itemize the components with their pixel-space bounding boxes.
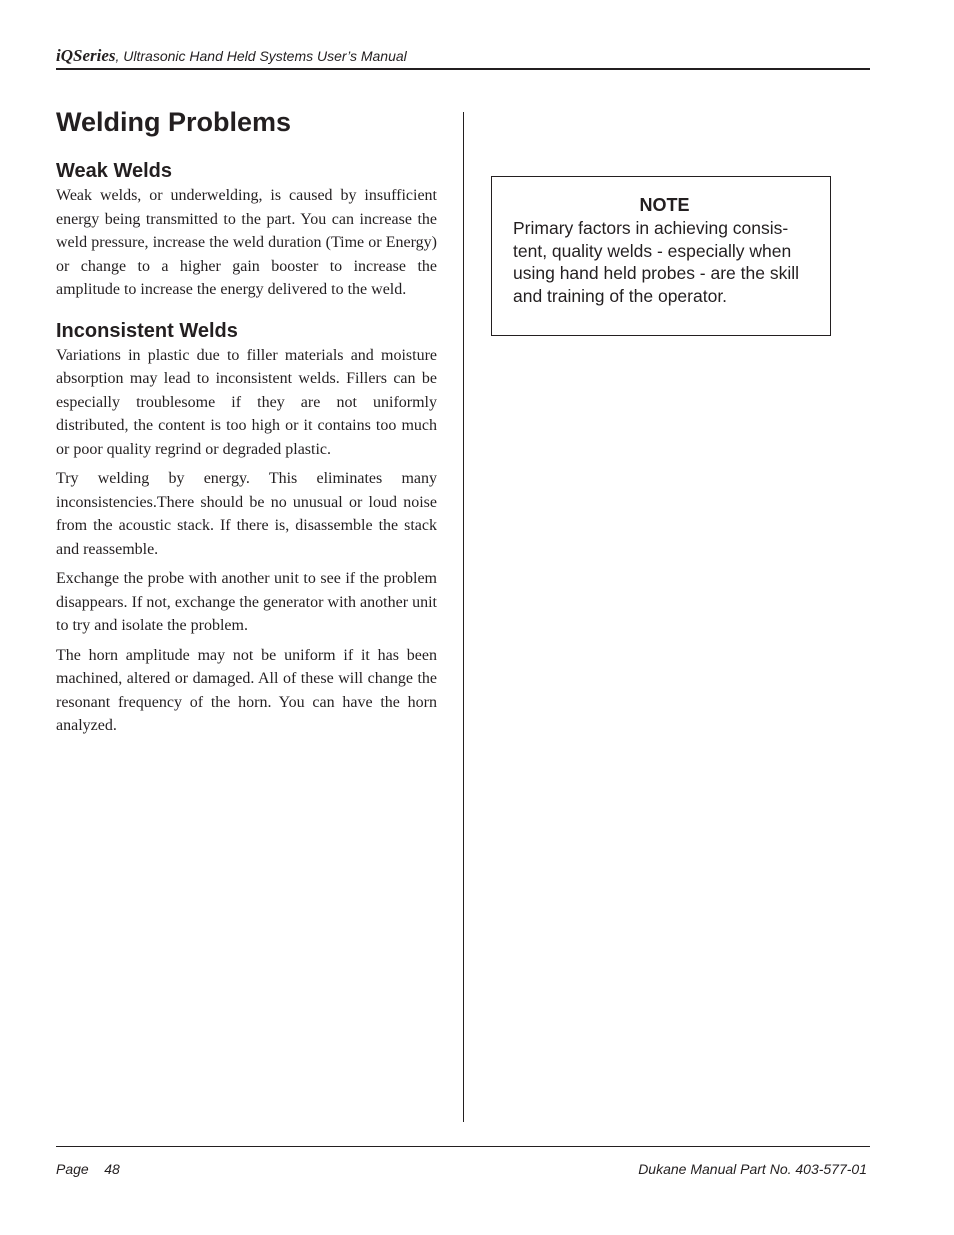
series-name: iQSeries — [56, 46, 116, 65]
paragraph: Weak welds, or underwelding, is caused by insufficient energy being transmitted to the part. You can increase the weld pressure, increase the weld duration (Time or Energy) or change to a higher gain booster to increase the amplitude to increase the energy delivered to the weld. — [56, 187, 437, 298]
note-box — [491, 176, 831, 336]
left-column — [56, 104, 437, 744]
section-heading: Weak Welds — [56, 160, 172, 182]
section-inconsistent-welds — [56, 318, 437, 738]
page-indicator — [56, 1161, 120, 1177]
part-number: Dukane Manual Part No. 403-577-01 — [638, 1161, 867, 1177]
paragraph: Variations in plastic due to filler materials and moisture absorption may lead to inconsistent welds. Fillers can be especially troublesome if they are not uniformly distributed, the content is too high or it contains too much or poor quality regrind or degraded plastic. — [56, 346, 437, 458]
section-weak-welds — [56, 158, 437, 302]
page-number: 48 — [104, 1161, 120, 1177]
paragraph: The horn amplitude may not be uniform if it has been machined, altered or damaged. All of these will change the resonant frequency of the horn. You can have the horn analyzed. — [56, 646, 437, 734]
column-divider — [463, 112, 464, 1122]
note-body: Primary factors in achieving consis- tent, quality welds - especially when using hand held probes - are the skill and training of the operator. — [513, 218, 800, 306]
page-title: Welding Problems — [56, 107, 292, 137]
section-heading: Inconsistent Welds — [56, 319, 238, 342]
paragraph: Try welding by energy. This eliminates many inconsistencies.There should be no unusual or loud noise from the acoustic stack. If there is, disassemble the stack and reassemble. — [56, 470, 437, 558]
page-footer — [56, 1146, 870, 1177]
manual-subtitle: , Ultrasonic Hand Held Systems User’s Manual — [115, 48, 407, 64]
paragraph: Exchange the probe with another unit to see if the problem disappears. If not, exchange the generator with another unit to try and isolate the problem. — [56, 570, 437, 634]
note-title: NOTE — [639, 195, 690, 215]
running-header — [56, 46, 870, 70]
page-label: Page — [56, 1161, 89, 1177]
